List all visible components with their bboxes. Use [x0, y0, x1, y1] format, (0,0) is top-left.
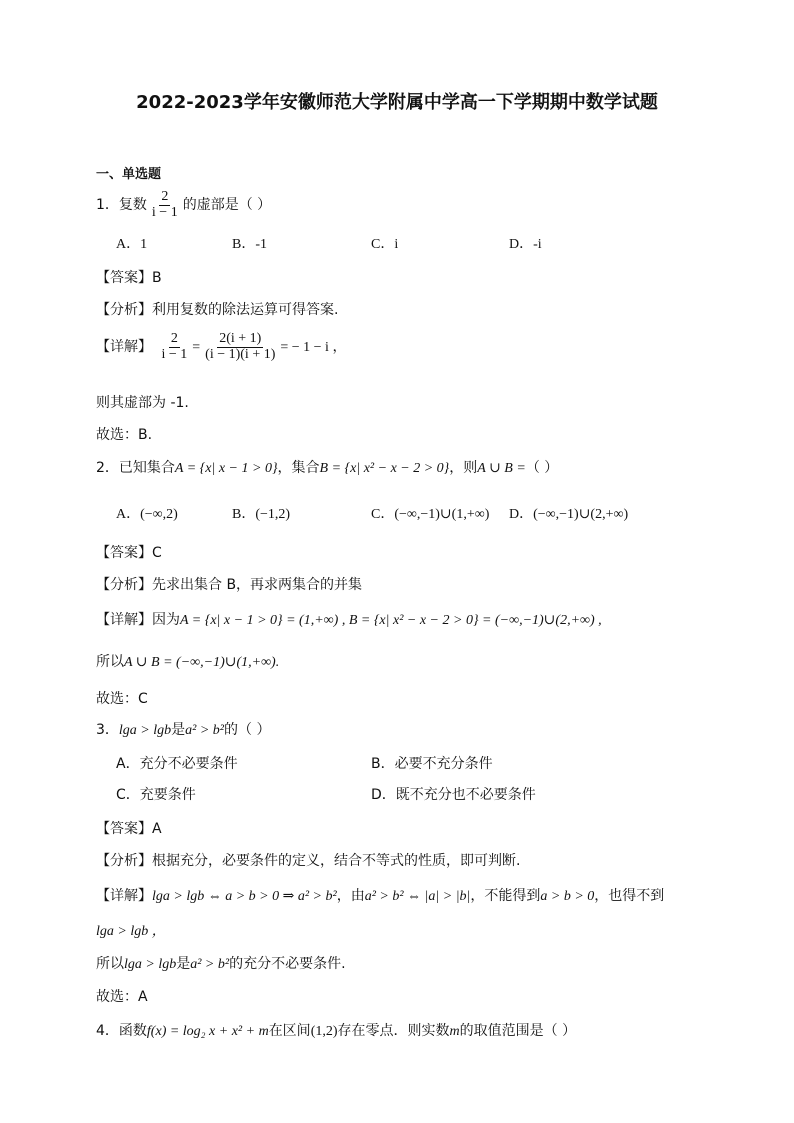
q3-line3-post: 的充分不必要条件. — [229, 956, 346, 972]
q2-set-b: B = {x| x² − x − 2 > 0} — [319, 461, 450, 476]
section-heading: 一、单选题 — [96, 167, 162, 182]
q1-option-d: D．-i — [509, 237, 542, 252]
q4-stem-pre: 函数 — [118, 1023, 147, 1039]
q3-choose: 故选：A — [96, 989, 148, 1005]
q2-union: A ∪ B = — [477, 461, 526, 476]
q2-answer-value: C — [152, 545, 162, 561]
q1-analysis — [96, 299, 338, 319]
q1-stem-post: 的虚部是（ ） — [182, 197, 272, 214]
q1-answer-value: B — [152, 270, 162, 286]
q3-detail-mid2: ，不能得到 — [470, 888, 541, 904]
q3-option-d: D．既不充分也不必要条件 — [371, 787, 536, 803]
q3-number: 3． — [96, 722, 119, 738]
q3-detail-mid: ，由 — [336, 888, 365, 904]
q1-detail-frac1 — [159, 332, 189, 362]
q2-stem — [96, 457, 558, 477]
q3-option-c: C．充要条件 — [116, 787, 196, 803]
q1-detail-frac1-den: i − 1 — [161, 346, 188, 362]
q2-option-c: C．(−∞,−1)∪(1,+∞) — [371, 507, 490, 522]
q1-detail-frac2-den: (i − 1)(i + 1) — [205, 346, 276, 362]
q3-detail-math3: a > b > 0 — [540, 889, 595, 904]
q3-detail — [96, 885, 664, 905]
q1-analysis-text: 利用复数的除法运算可得答案. — [152, 302, 339, 318]
q2-set-a: A = {x| x − 1 > 0} — [174, 461, 278, 476]
q4-stem — [96, 1020, 576, 1040]
analysis-tag: 【分析】 — [96, 577, 152, 593]
q1-detail-frac2-num: 2(i + 1) — [219, 331, 262, 346]
q1-fraction — [150, 190, 180, 220]
q3-stem — [96, 719, 270, 739]
q2-detail-math: A = {x| x − 1 > 0} = (1,+∞) , B = {x| x² − x − 2 > 0} = (−∞,−1)∪(2,+∞) , — [180, 613, 602, 628]
q3-line3 — [96, 953, 346, 973]
q2-analysis — [96, 574, 362, 594]
q4-stem-mid: 在区间 — [268, 1023, 311, 1039]
q1-detail-eq: = — [192, 340, 201, 356]
q3-line3-pre: 所以 — [96, 956, 124, 972]
q3-stem-math1: lga > lgb — [118, 723, 172, 738]
q1-detail — [96, 332, 346, 362]
q1-detail-frac1-num: 2 — [170, 331, 178, 346]
q1-detail-frac2 — [203, 332, 277, 362]
q4-number: 4． — [96, 1023, 119, 1039]
q2-option-a: A．(−∞,2) — [116, 507, 178, 522]
q1-choose: 故选：B. — [96, 427, 153, 443]
q1-answer — [96, 267, 162, 287]
q3-analysis-text: 根据充分，必要条件的定义，结合不等式的性质，即可判断. — [152, 853, 521, 869]
detail-tag: 【详解】 — [96, 612, 152, 628]
q3-detail-math2: a² > b² ⇔ |a| > |b| — [364, 889, 471, 904]
q2-analysis-text: 先求出集合 B，再求两集合的并集 — [152, 577, 363, 593]
q2-number: 2． — [96, 460, 119, 476]
answer-tag: 【答案】 — [96, 270, 152, 286]
q2-option-d: D．(−∞,−1)∪(2,+∞) — [509, 507, 629, 522]
q3-answer-value: A — [152, 821, 162, 837]
answer-tag: 【答案】 — [96, 821, 152, 837]
q2-stem-d: （ ） — [525, 460, 559, 476]
detail-tag: 【详解】 — [96, 339, 152, 356]
q4-stem-post: 的取值范围是（ ） — [459, 1023, 577, 1039]
q1-detail-result: = − 1 − i ， — [280, 340, 347, 356]
q3-stem-post: 的（ ） — [224, 722, 271, 738]
q3-line2: lga > lgb ， — [96, 924, 166, 939]
analysis-tag: 【分析】 — [96, 853, 152, 869]
q2-answer — [96, 542, 162, 562]
q4-stem-mid2: 存在零点．则实数 — [337, 1023, 450, 1039]
q2-line2-math: A ∪ B = (−∞,−1)∪(1,+∞). — [124, 655, 280, 670]
q4-stem-math: f(x) = log₂ x + x² + m — [146, 1024, 269, 1039]
q2-line2 — [96, 651, 279, 671]
q1-frac-num: 2 — [161, 189, 169, 204]
q3-stem-mid: 是 — [171, 722, 186, 738]
q1-option-b: B．-1 — [232, 237, 267, 252]
q3-detail-math1: lga > lgb ⇔ a > b > 0 ⇒ a² > b² — [152, 889, 337, 904]
q3-line3-math1: lga > lgb — [124, 957, 177, 972]
q3-option-a: A．充分不必要条件 — [116, 756, 238, 772]
q1-option-a: A．1 — [116, 237, 148, 252]
q3-detail-post: ，也得不到 — [594, 888, 665, 904]
q2-line2-pre: 所以 — [96, 654, 124, 670]
q4-stem-interval: (1,2) — [310, 1024, 338, 1039]
q2-stem-b: ，集合 — [277, 460, 320, 476]
q3-stem-math2: a² > b² — [185, 723, 224, 738]
q2-choose: 故选：C — [96, 691, 148, 707]
q2-detail — [96, 609, 602, 629]
analysis-tag: 【分析】 — [96, 302, 152, 318]
q3-analysis — [96, 850, 520, 870]
q3-line3-mid: 是 — [176, 956, 191, 972]
answer-tag: 【答案】 — [96, 545, 152, 561]
q2-detail-pre: 因为 — [152, 612, 180, 628]
q1-line2: 则其虚部为 -1. — [96, 395, 189, 411]
q4-stem-var: m — [449, 1024, 460, 1039]
page-title: 2022-2023学年安徽师范大学附属中学高一下学期期中数学试题 — [136, 92, 658, 113]
q1-frac-den: i − 1 — [151, 204, 178, 220]
detail-tag: 【详解】 — [96, 888, 152, 904]
q2-stem-c: ，则 — [449, 460, 478, 476]
q1-option-c: C．i — [371, 237, 399, 252]
q1-stem — [96, 190, 271, 220]
q1-number: 1． — [96, 197, 119, 214]
q3-line3-math2: a² > b² — [190, 957, 230, 972]
q3-option-b: B．必要不充分条件 — [371, 756, 493, 772]
q1-stem-pre: 复数 — [118, 197, 147, 214]
q2-option-b: B．(−1,2) — [232, 507, 291, 522]
q3-answer — [96, 818, 162, 838]
q2-stem-a: 已知集合 — [118, 460, 175, 476]
